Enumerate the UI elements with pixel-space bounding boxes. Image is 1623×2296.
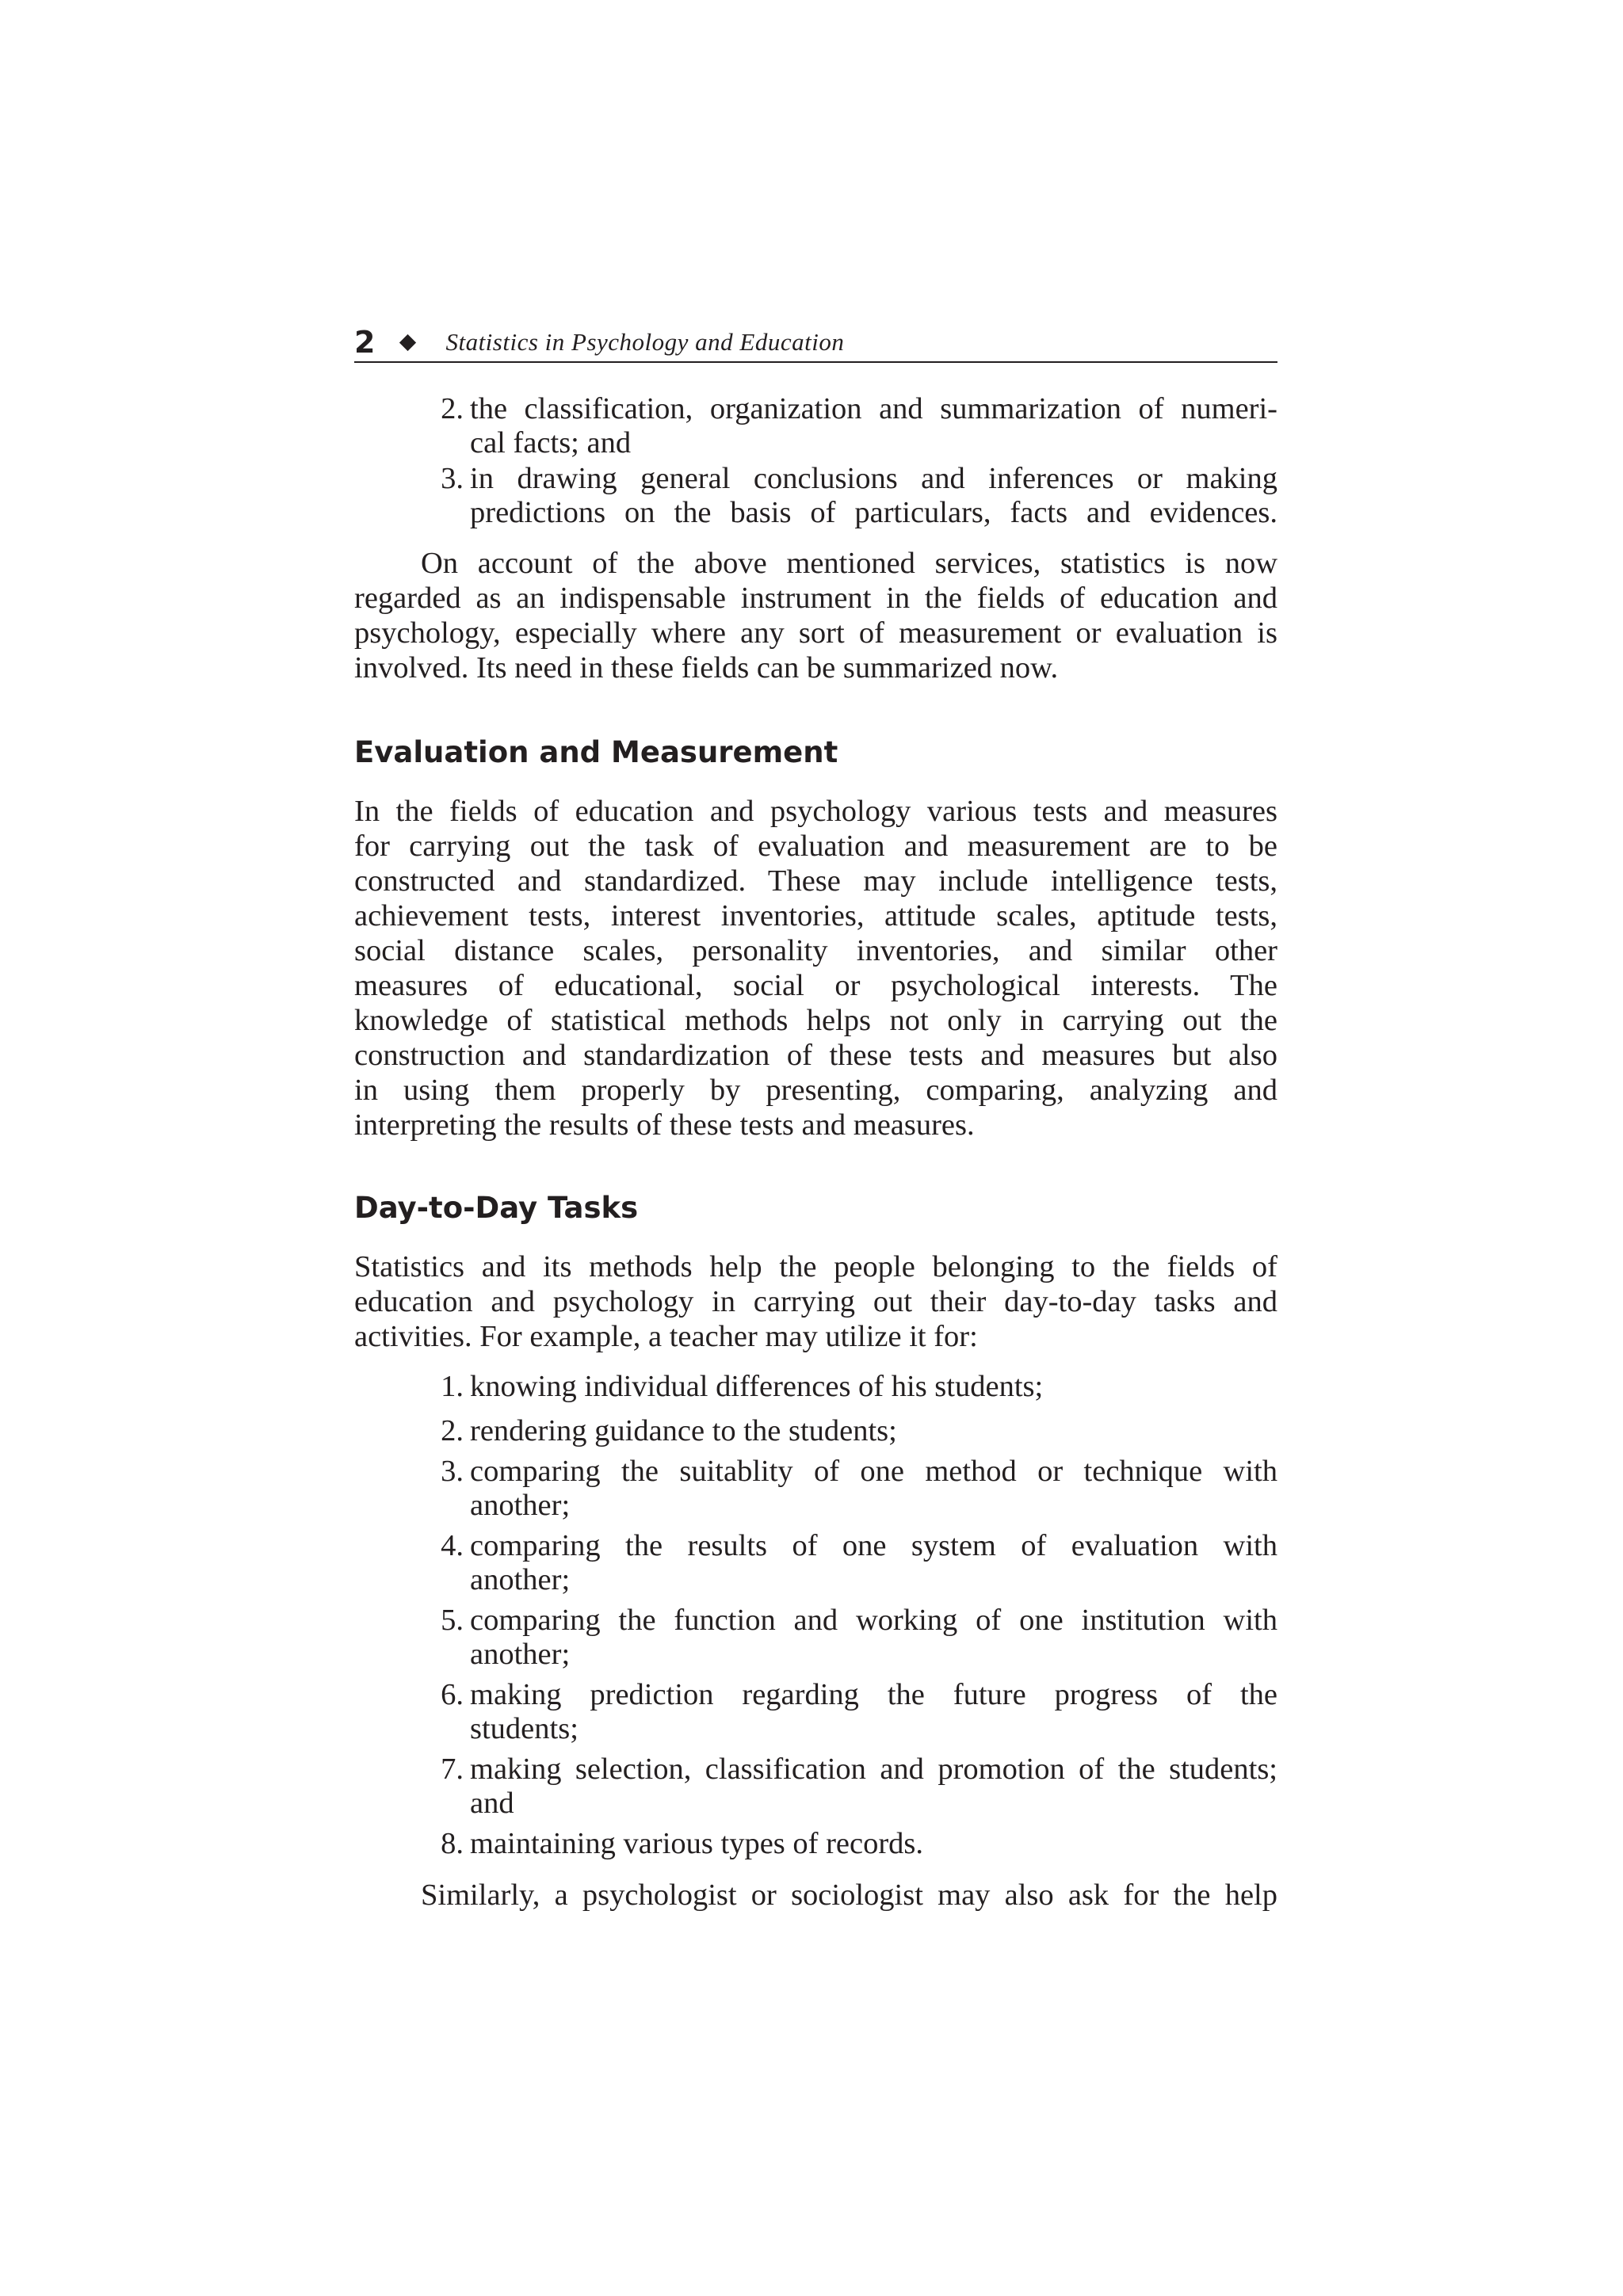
paragraph-line: interpreting the results of these tests and measures. <box>354 1108 975 1142</box>
section-heading-evaluation: Evaluation and Measurement <box>354 735 838 769</box>
paragraph-line: education and psychology in carrying out their day-to-day tasks and <box>354 1285 1277 1318</box>
paragraph-line: social distance scales, personality inventories, and similar other <box>354 934 1277 967</box>
list-item-line: and <box>470 1787 514 1820</box>
list-number: 7. <box>441 1753 464 1786</box>
list-item-line: another; <box>470 1563 571 1596</box>
paragraph-line: involved. Its need in these fields can be summarized now. <box>354 651 1059 685</box>
list-item-line: in drawing general conclusions and inferences or making <box>470 462 1277 495</box>
paragraph-line: achievement tests, interest inventories, attitude scales, aptitude tests, <box>354 899 1277 933</box>
list-number: 3. <box>441 462 464 495</box>
section-heading-day-to-day: Day-to-Day Tasks <box>354 1191 639 1225</box>
diamond-icon <box>399 334 416 350</box>
list-number: 1. <box>441 1370 464 1403</box>
list-item-line: another; <box>470 1489 571 1522</box>
running-title: Statistics in Psychology and Education <box>445 328 845 356</box>
paragraph-line: measures of educational, social or psychological interests. The <box>354 969 1277 1002</box>
list-item-line: making selection, classification and promotion of the students; <box>470 1753 1277 1786</box>
paragraph-line: Similarly, a psychologist or sociologist may also ask for the help <box>421 1878 1277 1912</box>
paragraph-line: in using them properly by presenting, comparing, analyzing and <box>354 1074 1277 1107</box>
list-number: 5. <box>441 1604 464 1637</box>
list-item-line: students; <box>470 1712 579 1745</box>
page-number: 2 <box>354 325 376 360</box>
list-item-line: comparing the function and working of one institution with <box>470 1604 1277 1637</box>
paragraph-line: Statistics and its methods help the people belonging to the fields of <box>354 1250 1277 1283</box>
list-item-line: cal facts; and <box>470 426 632 460</box>
paragraph-line: In the fields of education and psychology various tests and measures <box>354 795 1277 828</box>
list-item-line: comparing the results of one system of evaluation with <box>470 1529 1277 1562</box>
list-item-line: rendering guidance to the students; <box>470 1414 897 1447</box>
list-number: 2. <box>441 1414 464 1447</box>
paragraph-line: constructed and standardized. These may include intelligence tests, <box>354 864 1277 898</box>
paragraph-line: activities. For example, a teacher may utilize it for: <box>354 1320 978 1353</box>
paragraph-line: knowledge of statistical methods helps not only in carrying out the <box>354 1004 1277 1037</box>
list-number: 8. <box>441 1827 464 1860</box>
paragraph-line: psychology, especially where any sort of measurement or evaluation is <box>354 616 1277 650</box>
list-item-line: maintaining various types of records. <box>470 1827 924 1860</box>
list-number: 2. <box>441 392 464 425</box>
list-item-line: knowing individual differences of his students; <box>470 1370 1044 1403</box>
running-head <box>354 323 1277 363</box>
paragraph-line: On account of the above mentioned services, statistics is now <box>421 547 1277 580</box>
list-number: 4. <box>441 1529 464 1562</box>
list-item-line: another; <box>470 1638 571 1671</box>
paragraph-line: regarded as an indispensable instrument in the fields of education and <box>354 582 1277 615</box>
list-number: 3. <box>441 1455 464 1488</box>
list-item-line: the classification, organization and summarization of numeri- <box>470 392 1277 425</box>
list-number: 6. <box>441 1678 464 1711</box>
list-item-line: making prediction regarding the future progress of the <box>470 1678 1277 1711</box>
list-item-line: comparing the suitablity of one method or technique with <box>470 1455 1277 1488</box>
list-item-line: predictions on the basis of particulars, facts and evidences. <box>470 496 1277 529</box>
paragraph-line: construction and standardization of these tests and measures but also <box>354 1039 1277 1072</box>
paragraph-line: for carrying out the task of evaluation and measurement are to be <box>354 830 1277 863</box>
